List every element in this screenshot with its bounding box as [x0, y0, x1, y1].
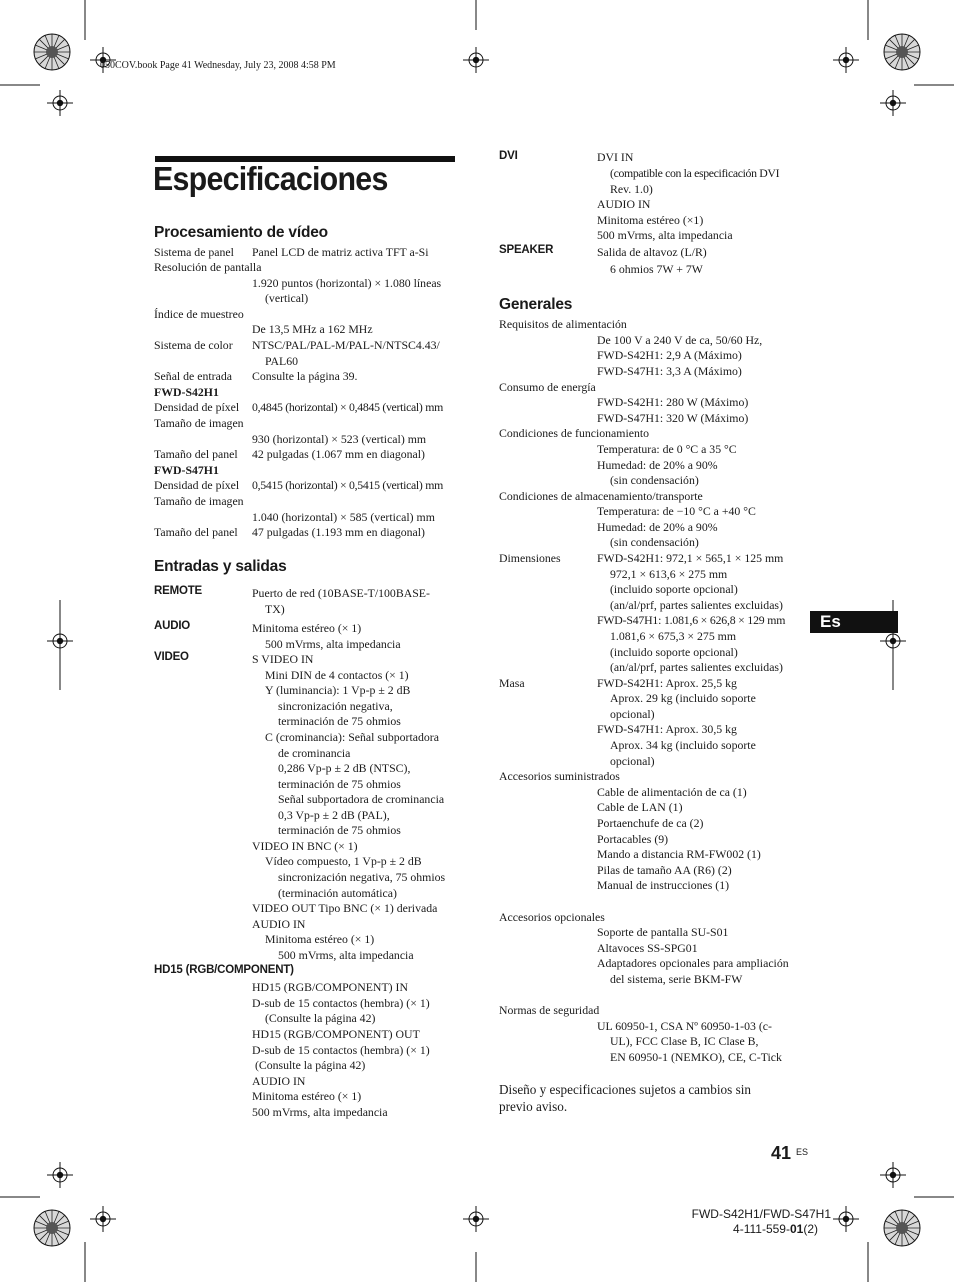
- registration-cross-icon: [833, 47, 859, 73]
- spec-label: Normas de seguridad: [499, 1003, 600, 1017]
- registration-star-icon: [884, 34, 920, 70]
- registration-cross-icon: [463, 1206, 489, 1232]
- spec-value: (sin condensación): [610, 535, 699, 549]
- spec-value: 0,286 Vp-p ± 2 dB (NTSC),: [278, 761, 411, 775]
- spec-value: (sin condensación): [610, 473, 699, 487]
- disclaimer-note: Diseño y especificaciones sujetos a cambios sin: [499, 1082, 751, 1097]
- spec-value: Puerto de red (10BASE-T/100BASE-: [252, 586, 430, 600]
- spec-value: (compatible con la especificación DVI: [610, 166, 780, 180]
- spec-value: del sistema, serie BKM-FW: [610, 972, 743, 986]
- spec-value: Panel LCD de matriz activa TFT a-Si: [252, 245, 429, 259]
- spec-label: Señal de entrada: [154, 369, 232, 383]
- registration-cross-icon: [880, 90, 906, 116]
- spec-value: Aprox. 34 kg (incluido soporte: [610, 738, 756, 752]
- registration-cross-icon: [880, 1162, 906, 1188]
- spec-value: 500 mVrms, alta impedancia: [278, 948, 414, 962]
- io-label-remote: REMOTE: [154, 585, 202, 597]
- spec-label: Accesorios suministrados: [499, 769, 620, 783]
- spec-value: 1.920 puntos (horizontal) × 1.080 líneas: [252, 276, 442, 290]
- spec-value: DVI IN: [597, 150, 634, 164]
- spec-value: Cable de LAN (1): [597, 800, 683, 814]
- spec-value: Portacables (9): [597, 832, 669, 846]
- spec-value: AUDIO IN: [252, 1074, 306, 1088]
- spec-value: de crominancia: [278, 746, 351, 760]
- spec-label: Resolución de pantalla: [154, 260, 262, 274]
- registration-star-icon: [34, 34, 70, 70]
- spec-value: Cable de alimentación de ca (1): [597, 785, 747, 799]
- spec-value: FWD-S47H1: 1.081,6 × 626,8 × 129 mm: [597, 613, 786, 627]
- registration-cross-icon: [90, 1206, 116, 1232]
- spec-value: 47 pulgadas (1.193 mm en diagonal): [252, 525, 425, 539]
- registration-cross-icon: [463, 47, 489, 73]
- page-number: 41: [771, 1143, 792, 1163]
- page-number-suffix: ES: [796, 1147, 809, 1157]
- spec-value: Vídeo compuesto, 1 Vp-p ± 2 dB: [265, 854, 422, 868]
- io-label-hd15: HD15 (RGB/COMPONENT): [154, 964, 294, 976]
- spec-value: 500 mVrms, alta impedancia: [265, 637, 401, 651]
- spec-value: terminación de 75 ohmios: [278, 714, 401, 728]
- spec-value: C (crominancia): Señal subportadora: [265, 730, 439, 744]
- spec-value: terminación de 75 ohmios: [278, 777, 401, 791]
- spec-value: FWD-S42H1: Aprox. 25,5 kg: [597, 676, 737, 690]
- book-header: 050COV.book Page 41 Wednesday, July 23, 2008 4:58 PM: [100, 60, 336, 71]
- spec-label: Sistema de color: [154, 338, 233, 352]
- spec-value: Altavoces SS-SPG01: [597, 941, 698, 955]
- io-label-dvi: DVI: [499, 150, 518, 162]
- spec-label: Índice de muestreo: [154, 307, 244, 321]
- footer-part-number: [733, 1222, 818, 1236]
- spec-value: 972,1 × 613,6 × 275 mm: [610, 567, 728, 581]
- spec-value: 0,5415 (horizontal) × 0,5415 (vertical) mm: [252, 478, 443, 492]
- model-subheading: FWD-S47H1: [154, 463, 219, 477]
- spec-value: Humedad: de 20% a 90%: [597, 520, 718, 534]
- spec-value: Mini DIN de 4 contactos (× 1): [265, 668, 409, 682]
- spec-label: Consumo de energía: [499, 380, 596, 394]
- footer-models: FWD-S42H1/FWD-S47H1: [691, 1207, 831, 1221]
- spec-value: Salida de altavoz (L/R): [597, 245, 707, 259]
- spec-value: sincronización negativa, 75 ohmios: [278, 870, 446, 884]
- spec-value: Pilas de tamaño AA (R6) (2): [597, 863, 732, 877]
- spec-value: UL), FCC Clase B, IC Clase B,: [610, 1034, 759, 1048]
- spec-value: (an/al/prf, partes salientes excluidas): [610, 598, 783, 612]
- footer-code-bold: 01: [789, 1222, 804, 1236]
- spec-value: 500 mVrms, alta impedancia: [597, 228, 733, 242]
- spec-value: opcional): [610, 707, 655, 721]
- spec-value: De 13,5 MHz a 162 MHz: [252, 322, 373, 336]
- page-title: Especificaciones: [153, 160, 388, 197]
- spec-value: TX): [265, 602, 285, 616]
- spec-value: (terminación automática): [278, 886, 397, 900]
- disclaimer-note: previo aviso.: [499, 1099, 568, 1114]
- spec-label: Requisitos de alimentación: [499, 317, 627, 331]
- spec-value: Señal subportadora de crominancia: [278, 792, 445, 806]
- spec-label: Tamaño de imagen: [154, 416, 244, 430]
- spec-value: Portaenchufe de ca (2): [597, 816, 704, 830]
- spec-value: S VIDEO IN: [252, 652, 314, 666]
- spec-label: Densidad de píxel: [154, 478, 240, 492]
- spec-value: VIDEO OUT Tipo BNC (× 1) derivada: [252, 901, 438, 915]
- spec-value: D-sub de 15 contactos (hembra) (× 1): [252, 996, 430, 1010]
- spec-value: FWD-S42H1: 972,1 × 565,1 × 125 mm: [597, 551, 784, 565]
- spec-value: Aprox. 29 kg (incluido soporte: [610, 691, 756, 705]
- spec-value: (an/al/prf, partes salientes excluidas): [610, 660, 783, 674]
- spec-value: D-sub de 15 contactos (hembra) (× 1): [252, 1043, 430, 1057]
- io-label-video: VIDEO: [154, 651, 189, 663]
- spec-value: Adaptadores opcionales para ampliación: [597, 956, 789, 970]
- spec-value: 0,3 Vp-p ± 2 dB (PAL),: [278, 808, 390, 822]
- io-label-audio: AUDIO: [154, 620, 191, 632]
- spec-value: Consulte la página 39.: [252, 369, 358, 383]
- spec-value: FWD-S42H1: 280 W (Máximo): [597, 395, 749, 409]
- spec-value: 500 mVrms, alta impedancia: [252, 1105, 388, 1119]
- spec-value: Mando a distancia RM-FW002 (1): [597, 847, 761, 861]
- spec-label: Condiciones de funcionamiento: [499, 426, 650, 440]
- registration-star-icon: [34, 1210, 70, 1246]
- spec-value: De 100 V a 240 V de ca, 50/60 Hz,: [597, 333, 763, 347]
- spec-value: Minitoma estéreo (× 1): [252, 621, 362, 635]
- spec-label: Densidad de píxel: [154, 400, 240, 414]
- spec-label: Condiciones de almacenamiento/transporte: [499, 489, 703, 503]
- language-tab: [810, 611, 898, 633]
- spec-value: Minitoma estéreo (×1): [597, 213, 704, 227]
- spec-value: Humedad: de 20% a 90%: [597, 458, 718, 472]
- spec-value: HD15 (RGB/COMPONENT) IN: [252, 980, 408, 994]
- spec-label: Tamaño de imagen: [154, 494, 244, 508]
- spec-value: HD15 (RGB/COMPONENT) OUT: [252, 1027, 420, 1041]
- spec-value: 42 pulgadas (1.067 mm en diagonal): [252, 447, 425, 461]
- spec-value: Temperatura: de 0 °C a 35 °C: [597, 442, 737, 456]
- spec-value: (vertical): [265, 291, 309, 305]
- section-heading-video: Procesamiento de vídeo: [154, 224, 328, 241]
- spec-value: 1.081,6 × 675,3 × 275 mm: [610, 629, 737, 643]
- spec-value: Y (luminancia): 1 Vp-p ± 2 dB: [265, 683, 411, 697]
- section-heading-io: Entradas y salidas: [154, 558, 287, 575]
- spec-value: 1.040 (horizontal) × 585 (vertical) mm: [252, 510, 435, 524]
- spec-value: Manual de instrucciones (1): [597, 878, 730, 892]
- spec-value: UL 60950-1, CSA Nº 60950-1-03 (c-: [597, 1019, 772, 1033]
- spec-value: FWD-S47H1: 3,3 A (Máximo): [597, 364, 742, 378]
- spec-value: sincronización negativa,: [278, 699, 393, 713]
- spec-label: Tamaño del panel: [154, 447, 238, 461]
- spec-value: NTSC/PAL/PAL-M/PAL-N/NTSC4.43/: [252, 338, 440, 352]
- spec-value: 0,4845 (horizontal) × 0,4845 (vertical) mm: [252, 400, 443, 414]
- spec-value: Temperatura: de −10 °C a +40 °C: [597, 504, 756, 518]
- spec-value: (Consulte la página 42): [252, 1058, 366, 1072]
- spec-value: FWD-S47H1: 320 W (Máximo): [597, 411, 749, 425]
- spec-label: Masa: [499, 676, 525, 690]
- spec-label: Dimensiones: [499, 551, 561, 565]
- spec-value: EN 60950-1 (NEMKO), CE, C-Tick: [610, 1050, 782, 1064]
- spec-value: VIDEO IN BNC (× 1): [252, 839, 358, 853]
- spec-value: (incluido soporte opcional): [610, 582, 738, 596]
- footer-code-suffix: (2): [803, 1222, 818, 1236]
- spec-value: opcional): [610, 754, 655, 768]
- model-subheading: FWD-S42H1: [154, 385, 219, 399]
- spec-value: 930 (horizontal) × 523 (vertical) mm: [252, 432, 427, 446]
- spec-label: Sistema de panel: [154, 245, 234, 259]
- registration-cross-icon: [47, 90, 73, 116]
- section-heading-general: Generales: [499, 296, 573, 313]
- registration-cross-icon: [833, 1206, 859, 1232]
- spec-value: Rev. 1.0): [610, 182, 653, 196]
- spec-value: FWD-S42H1: 2,9 A (Máximo): [597, 348, 742, 362]
- spec-value: PAL60: [265, 354, 298, 368]
- io-label-speaker: SPEAKER: [499, 244, 554, 256]
- language-tab-label: Es: [820, 612, 841, 631]
- registration-cross-icon: [47, 1162, 73, 1188]
- spec-value: Minitoma estéreo (× 1): [265, 932, 375, 946]
- spec-value: (Consulte la página 42): [265, 1011, 376, 1025]
- spec-label: Accesorios opcionales: [499, 910, 605, 924]
- spec-value: AUDIO IN: [597, 197, 651, 211]
- spec-value: Minitoma estéreo (× 1): [252, 1089, 362, 1103]
- spec-value: FWD-S47H1: Aprox. 30,5 kg: [597, 722, 737, 736]
- spec-value: terminación de 75 ohmios: [278, 823, 401, 837]
- spec-value: AUDIO IN: [252, 917, 306, 931]
- spec-value: (incluido soporte opcional): [610, 645, 738, 659]
- registration-star-icon: [884, 1210, 920, 1246]
- spec-label: Tamaño del panel: [154, 525, 238, 539]
- footer-code-prefix: 4-111-559-: [733, 1222, 790, 1236]
- spec-value: 6 ohmios 7W + 7W: [610, 262, 703, 276]
- spec-value: Soporte de pantalla SU-S01: [597, 925, 729, 939]
